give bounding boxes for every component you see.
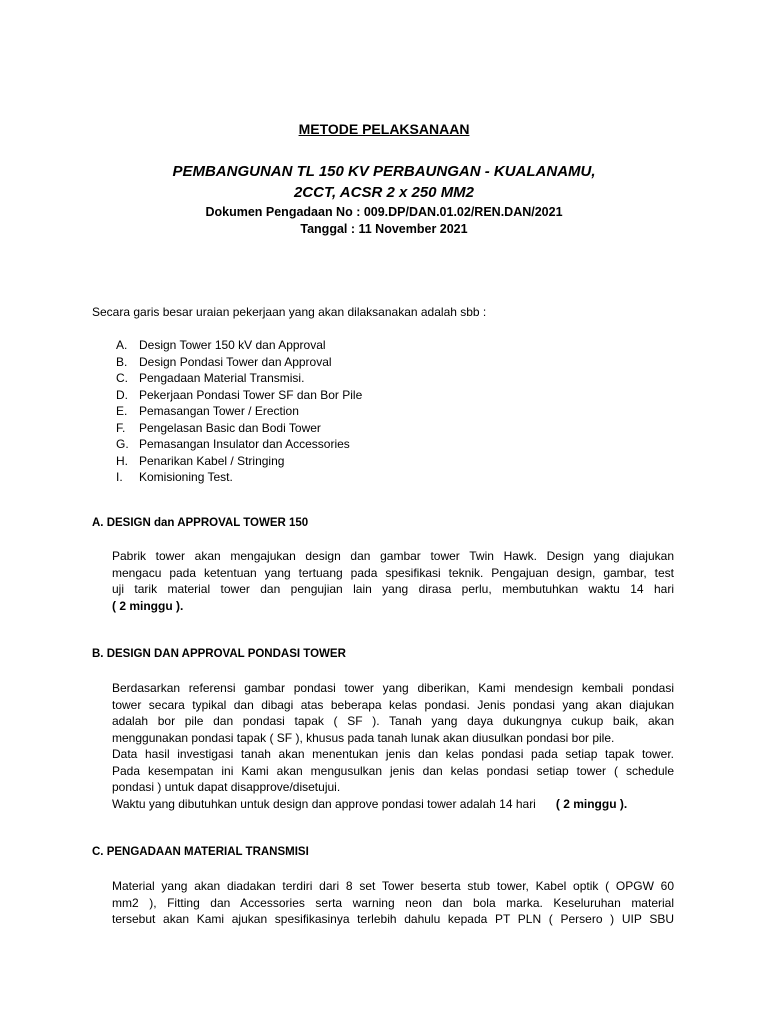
paragraph-line: tower secara typikal dan dibagi atas beberapa kelas pondasi. Jenis pondasi yang akan diajukan: [112, 697, 674, 712]
paragraph-line: pondasi ) untuk dapat disapprove/disetujui.: [112, 780, 341, 794]
paragraph-line: adalah bor pile dan pondasi tapak ( SF ). Tanah yang daya dukungnya cukup baik, akan: [112, 714, 674, 728]
list-item-letter: G.: [116, 437, 129, 451]
paragraph-line: Berdasarkan referensi gambar pondasi tower yang diberikan, Kami mendesign kembali pondasi: [112, 681, 674, 695]
paragraph-line: mengacu pada ketentuan yang tertuang pada spesifikasi teknik. Pengajuan design, gambar, test: [112, 565, 674, 580]
paragraph-line: tersebut akan Kami ajukan spesifikasinya terlebih dahulu kepada PT PLN ( Persero ) UIP SBU: [112, 912, 674, 926]
project-title-line-2: 2CCT, ACSR 2 x 250 MM2: [293, 184, 475, 201]
list-item-text: Design Tower 150 kV dan Approval: [139, 338, 326, 352]
paragraph-line: mm2 ), Fitting dan Accessories serta warning neon dan bola marka. Keseluruhan material: [112, 895, 674, 910]
work-items-list: [116, 337, 362, 486]
list-item-letter: H.: [116, 453, 128, 468]
list-item-letter: F.: [116, 420, 126, 435]
list-item-text: Design Pondasi Tower dan Approval: [139, 354, 332, 369]
list-item: [116, 387, 362, 404]
intro-text: Secara garis besar uraian pekerjaan yang akan dilaksanakan adalah sbb :: [92, 305, 487, 319]
list-item-letter: D.: [116, 387, 128, 402]
list-item-letter: C.: [116, 371, 128, 385]
list-item-text: Pengelasan Basic dan Bodi Tower: [139, 420, 321, 435]
list-item-text: Pekerjaan Pondasi Tower SF dan Bor Pile: [139, 387, 363, 402]
paragraph-line-bold: ( 2 minggu ).: [112, 598, 184, 613]
document-title: METODE PELAKSANAAN: [298, 121, 470, 137]
procurement-document-number: Dokumen Pengadaan No : 009.DP/DAN.01.02/REN.DAN/2021: [205, 205, 563, 219]
paragraph-line: Pada kesempatan ini Kami akan mengusulkan jenis dan kelas pondasi setiap tower ( schedule: [112, 763, 674, 778]
section-c-heading: C. PENGADAAN MATERIAL TRANSMISI: [92, 846, 309, 858]
list-item: [116, 436, 362, 453]
list-item: [116, 469, 362, 486]
list-item: [116, 370, 362, 387]
section-a-heading: A. DESIGN dan APPROVAL TOWER 150: [92, 517, 309, 529]
section-a-paragraph: [112, 548, 674, 614]
paragraph-line: Pabrik tower akan mengajukan design dan gambar tower Twin Hawk. Design yang diajukan: [112, 549, 674, 563]
list-item-text: Pemasangan Tower / Erection: [139, 404, 299, 418]
list-item-letter: B.: [116, 354, 128, 369]
list-item-letter: E.: [116, 404, 128, 418]
list-item-text: Pemasangan Insulator dan Accessories: [139, 437, 350, 451]
list-item-text: Penarikan Kabel / Stringing: [139, 453, 285, 468]
section-b-paragraph: [112, 680, 674, 812]
list-item: [116, 453, 362, 470]
list-item: [116, 354, 362, 371]
section-b-heading: B. DESIGN DAN APPROVAL PONDASI TOWER: [92, 648, 346, 660]
paragraph-line: Data hasil investigasi tanah akan menentukan jenis dan kelas pondasi pada setiap tapak tower.: [112, 747, 674, 761]
document-date: Tanggal : 11 November 2021: [300, 222, 468, 236]
paragraph-line: menggunakan pondasi tapak ( SF ), khusus pada tanah lunak akan diusulkan pondasi bor pile.: [112, 730, 615, 745]
list-item-text: Pengadaan Material Transmisi.: [139, 371, 305, 385]
list-item: [116, 337, 362, 354]
project-title-line-1: PEMBANGUNAN TL 150 KV PERBAUNGAN - KUALANAMU,: [172, 163, 596, 180]
paragraph-line: uji tarik material tower dan pengujian lain yang dirasa perlu, membutuhkan waktu 14 hari: [112, 582, 674, 596]
list-item-text: Komisioning Test.: [139, 470, 233, 484]
section-c-paragraph: [112, 878, 674, 928]
paragraph-line: Waktu yang dibutuhkan untuk design dan approve pondasi tower adalah 14 hari ( 2 minggu ).: [112, 796, 628, 811]
list-item: [116, 420, 362, 437]
list-item-letter: A.: [116, 338, 128, 352]
list-item: [116, 403, 362, 420]
paragraph-line: Material yang akan diadakan terdiri dari 8 set Tower beserta stub tower, Kabel optik ( OPGW 60: [112, 879, 674, 893]
list-item-letter: I.: [116, 470, 123, 484]
